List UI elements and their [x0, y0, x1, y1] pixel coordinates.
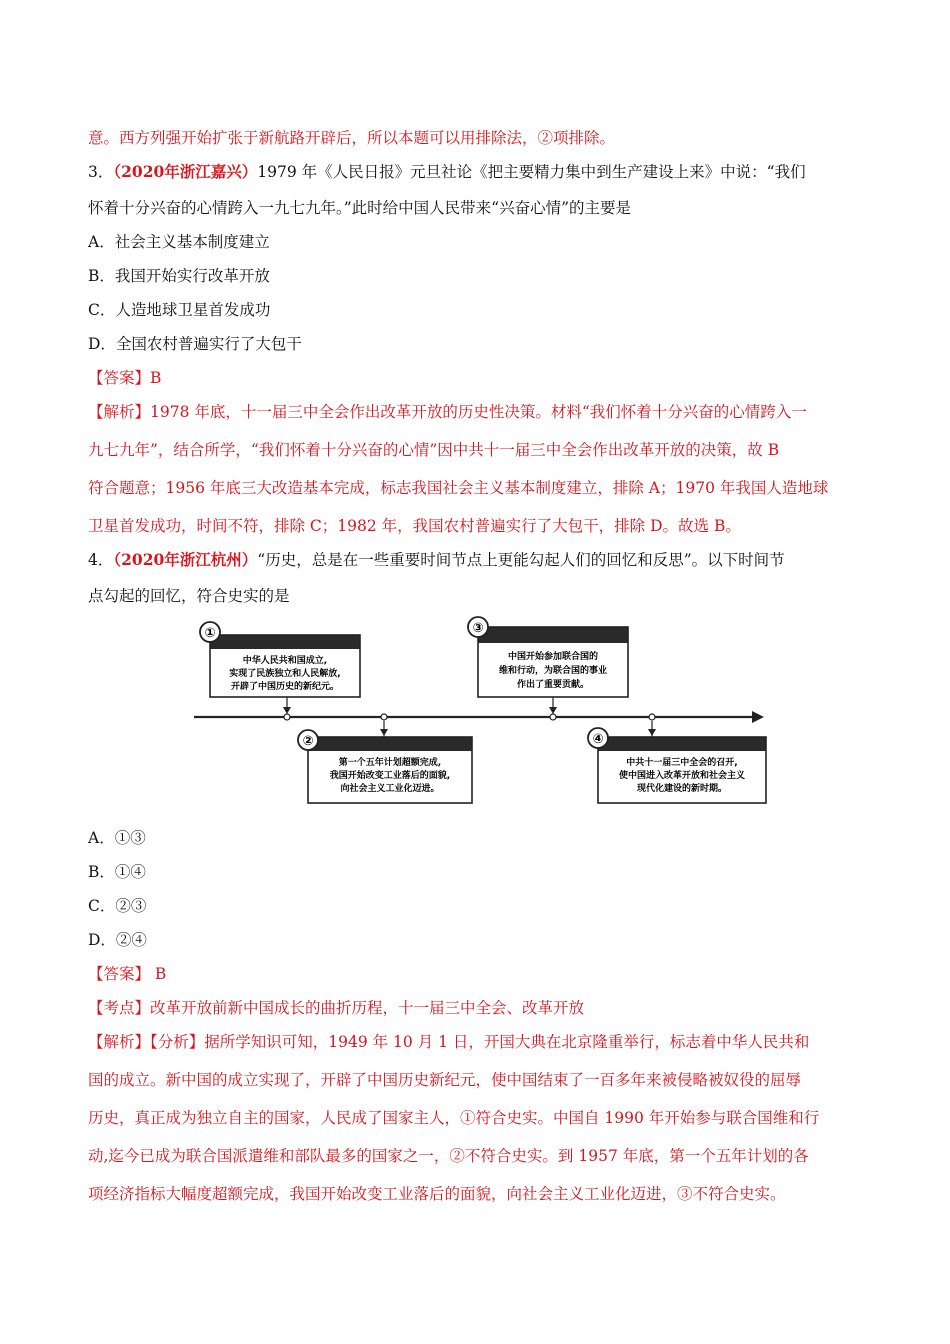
text-run: 点勾起的回忆，符合史实的是: [88, 587, 290, 605]
timeline-box-2: [298, 714, 472, 803]
text-line: [88, 516, 868, 536]
box-3-line-3: 作出了重要贡献。: [516, 680, 590, 690]
text-run: B．①④: [88, 863, 146, 881]
text-line: [88, 1070, 868, 1090]
text-run: 【解析】1978 年底，十一届三中全会作出改革开放的历史性决策。材料“我们怀着十分兴奋的心情跨入一: [88, 403, 807, 421]
timeline-box-4: [588, 714, 766, 803]
text-line: [88, 478, 868, 498]
timeline-box-1: [200, 622, 360, 720]
text-run: 动,迄今已成为联合国派遣维和部队最多的国家之一，②不符合史实。到 1957 年底，第一个五年计划的各: [88, 1147, 809, 1165]
text-run: 怀着十分兴奋的心情跨入一九七九年。”此时给中国人民带来“兴奋心情”的主要是: [88, 199, 632, 217]
text-run: C．②③: [88, 897, 147, 915]
box-1-line-2: 实现了民族独立和人民解放,: [229, 669, 341, 679]
text-run: 意。西方列强开始扩张于新航路开辟后，所以本题可以用排除法，②项排除。: [88, 129, 616, 147]
box-2-line-1: 第一个五年计划超额完成,: [338, 758, 442, 768]
text-line: [88, 998, 868, 1018]
text-run: （2020年浙江杭州）: [113, 550, 258, 569]
box-4-line-2: 使中国进入改革开放和社会主义: [618, 771, 746, 781]
text-run: 【考点】改革开放前新中国成长的曲折历程，十一届三中全会、改革开放: [88, 999, 585, 1017]
text-line: [88, 828, 868, 848]
box-3-line-2: 维和行动，为联合国的事业: [498, 666, 608, 676]
text-run: 3．: [88, 163, 114, 181]
text-run: D．全国农村普遍实行了大包干: [88, 335, 302, 353]
text-run: A．社会主义基本制度建立: [88, 233, 270, 251]
text-line: [88, 1184, 868, 1204]
text-run: C．人造地球卫星首发成功: [88, 301, 271, 319]
text-line: [88, 1032, 868, 1052]
text-line: [88, 550, 868, 570]
text-line: [88, 300, 868, 320]
box-2-line-3: 向社会主义工业化迈进。: [340, 784, 440, 794]
box-4-line-1: 中共十一届三中全会的召开,: [626, 758, 738, 768]
text-run: 符合题意；1956 年底三大改造基本完成，标志我国社会主义基本制度建立，排除 A；1970 年我国人造地球: [88, 479, 829, 497]
text-line: [88, 334, 868, 354]
text-line: [88, 232, 868, 252]
timeline-figure: [190, 615, 770, 810]
text-run: 【答案】B: [88, 369, 162, 387]
text-line: [88, 862, 868, 882]
text-line: [88, 1108, 868, 1128]
text-run: 国的成立。新中国的成立实现了，开辟了中国历史新纪元，使中国结束了一百多年来被侵略被奴役的屈辱: [88, 1071, 802, 1089]
box-2-number: ②: [302, 734, 314, 749]
box-4-number: ④: [592, 732, 604, 747]
text-run: （2020年浙江嘉兴）: [113, 162, 258, 181]
text-run: 【答案】 B: [88, 965, 167, 983]
text-line: [88, 266, 868, 286]
box-4-line-3: 现代化建设的新时期。: [636, 784, 728, 794]
timeline-arrowhead: [752, 711, 764, 723]
text-line: [88, 964, 868, 984]
text-line: [88, 128, 868, 148]
box-2-line-2: 我国开始改变工业落后的面貌,: [329, 771, 451, 781]
text-run: 卫星首发成功，时间不符，排除 C；1982 年，我国农村普遍实行了大包干，排除 D。故选 B。: [88, 517, 741, 535]
text-line: [88, 1146, 868, 1166]
text-line: [88, 402, 868, 422]
text-run: A．①③: [88, 829, 146, 847]
text-run: 历史，真正成为独立自主的国家，人民成了国家主人，①符合史实。中国自 1990 年开始参与联合国维和行: [88, 1109, 820, 1127]
text-run: B．我国开始实行改革开放: [88, 267, 270, 285]
text-run: 项经济指标大幅度超额完成，我国开始改变工业落后的面貌，向社会主义工业化迈进，③不符合史实。: [88, 1185, 786, 1203]
text-line: [88, 586, 868, 606]
text-line: [88, 896, 868, 916]
text-run: 1979 年《人民日报》元旦社论《把主要精力集中到生产建设上来》中说：“我们: [257, 163, 806, 181]
text-run: “历史，总是在一些重要时间节点上更能勾起人们的回忆和反思”。以下时间节: [257, 551, 785, 569]
text-run: 九七九年”，结合所学，“我们怀着十分兴奋的心情”因中共十一届三中全会作出改革开放的决策，故 B: [88, 441, 780, 459]
text-line: [88, 368, 868, 388]
box-1-line-3: 开辟了中国历史的新纪元。: [230, 682, 340, 692]
timeline-image: [190, 615, 770, 810]
text-line: [88, 162, 868, 182]
box-3-number: ③: [472, 621, 484, 636]
text-line: [88, 440, 868, 460]
box-3-line-1: 中国开始参加联合国的: [507, 652, 599, 662]
text-run: D．②④: [88, 931, 147, 949]
timeline-box-3: [468, 617, 628, 720]
box-1-line-1: 中华人民共和国成立,: [242, 656, 328, 666]
text-line: [88, 198, 868, 218]
text-run: 4．: [88, 551, 114, 569]
text-run: 【解析】【分析】据所学知识可知，1949 年 10 月 1 日，开国大典在北京隆重举行，标志着中华人民共和: [88, 1033, 810, 1051]
text-line: [88, 930, 868, 950]
box-1-number: ①: [204, 626, 216, 641]
